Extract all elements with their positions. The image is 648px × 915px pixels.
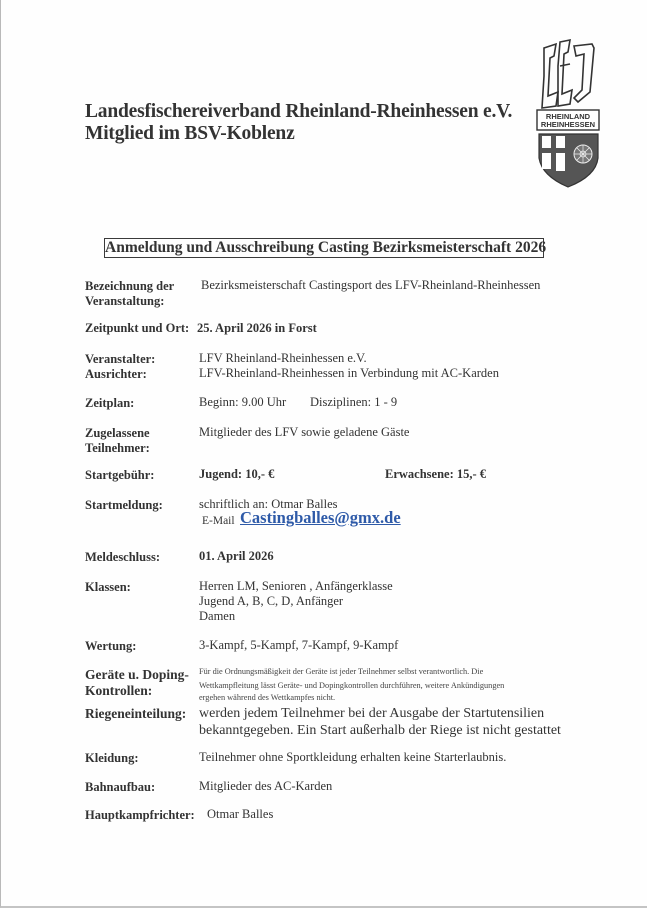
value-hauptkampfrichter: Otmar Balles xyxy=(207,807,274,821)
value-jugend-fee: Jugend: 10,- € xyxy=(199,467,275,481)
label-bezeichnung: Bezeichnung der xyxy=(85,279,175,293)
value-geraete-line: ergehen während des Wettkampfes nicht. xyxy=(199,693,336,702)
label-zeitplan: Zeitplan: xyxy=(85,396,135,410)
value-klassen-line: Damen xyxy=(199,609,236,623)
value-bezeichnung: Bezirksmeisterschaft Castingsport des LFV-Rheinland-Rheinhessen xyxy=(201,278,541,292)
value-klassen-line: Herren LM, Senioren , Anfängerklasse xyxy=(199,579,393,593)
value-beginn: Beginn: 9.00 Uhr xyxy=(199,395,287,409)
value-ausrichter: LFV-Rheinland-Rheinhessen in Verbindung mit AC-Karden xyxy=(199,366,499,380)
label-meldeschluss: Meldeschluss: xyxy=(85,550,160,564)
value-teilnehmer: Mitglieder des LFV sowie geladene Gäste xyxy=(199,425,410,439)
label-riegeneinteilung: Riegeneinteilung: xyxy=(85,706,187,721)
label-geraete: Geräte u. Doping- xyxy=(85,667,189,682)
label-kleidung: Kleidung: xyxy=(85,751,139,765)
label-startgebuehr: Startgebühr: xyxy=(85,468,155,482)
value-klassen-line: Jugend A, B, C, D, Anfänger xyxy=(199,594,344,608)
label-hauptkampfrichter: Hauptkampfrichter: xyxy=(85,808,195,822)
label-veranstalter: Veranstalter: xyxy=(85,352,156,366)
value-bahnaufbau: Mitglieder des AC-Karden xyxy=(199,779,333,793)
value-wertung: 3-Kampf, 5-Kampf, 7-Kampf, 9-Kampf xyxy=(199,638,399,652)
label-veranstaltung: Veranstaltung: xyxy=(85,294,165,308)
value-startmeldung: schriftlich an: Otmar Balles xyxy=(199,497,338,511)
label-teilnehmer: Teilnehmer: xyxy=(85,441,150,455)
label-klassen: Klassen: xyxy=(85,580,131,594)
label-kontrollen: Kontrollen: xyxy=(85,683,153,698)
organization-membership: Mitglied im BSV-Koblenz xyxy=(85,123,295,144)
value-geraete-line: Wettkampfleitung lässt Geräte- und Dopingkontrollen durchführen, weitere Ankündigungen xyxy=(199,681,505,690)
svg-text:RHEINHESSEN: RHEINHESSEN xyxy=(540,120,596,129)
label-ausrichter: Ausrichter: xyxy=(85,367,147,381)
label-bahnaufbau: Bahnaufbau: xyxy=(85,780,156,794)
label-zeitpunkt: Zeitpunkt und Ort: xyxy=(85,321,190,335)
svg-text:RHEINLAND: RHEINLAND xyxy=(545,112,591,121)
value-disziplinen: Disziplinen: 1 - 9 xyxy=(310,395,398,409)
value-erwachsene-fee: Erwachsene: 15,- € xyxy=(385,467,487,481)
value-geraete-line: Für die Ordnungsmäßigkeit der Geräte ist jeder Teilnehmer selbst verantwortlich. Die xyxy=(199,667,484,676)
label-zugelassene: Zugelassene xyxy=(85,426,150,440)
value-riegen-line: bekanntgegeben. Ein Start außerhalb der Riege ist nicht gestattet xyxy=(199,723,561,738)
email-link[interactable]: Castingballes@gmx.de xyxy=(240,508,401,527)
label-startmeldung: Startmeldung: xyxy=(85,498,163,512)
document-title: Anmeldung und Ausschreibung Casting Bezirksmeisterschaft 2026 xyxy=(105,239,547,256)
value-veranstalter: LFV Rheinland-Rheinhessen e.V. xyxy=(199,351,367,365)
organization-name: Landesfischereiverband Rheinland-Rheinhessen e.V. xyxy=(85,101,513,122)
value-riegen-line: werden jedem Teilnehmer bei der Ausgabe der Startutensilien xyxy=(199,706,545,721)
value-meldeschluss: 01. April 2026 xyxy=(199,549,274,563)
lfv-crest-icon xyxy=(534,36,604,188)
email-prefix: E-Mail xyxy=(202,515,235,527)
label-wertung: Wertung: xyxy=(85,639,137,653)
value-zeitpunkt: 25. April 2026 in Forst xyxy=(197,321,317,335)
value-kleidung: Teilnehmer ohne Sportkleidung erhalten keine Starterlaubnis. xyxy=(199,750,507,764)
